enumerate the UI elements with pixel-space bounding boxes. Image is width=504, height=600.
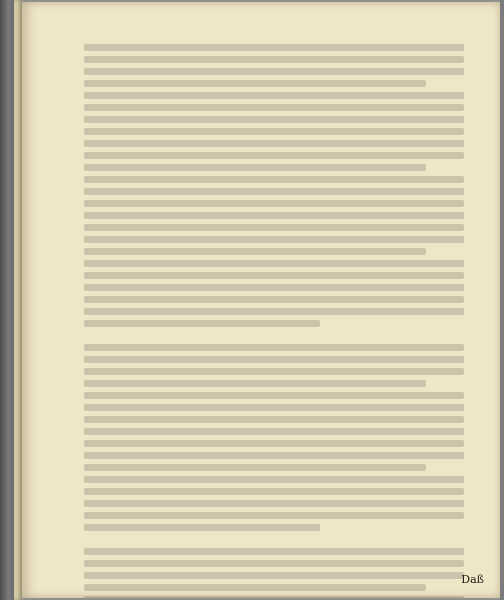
scanner-background-edge (500, 0, 504, 600)
text-line-placeholder (84, 380, 426, 387)
text-line-placeholder (84, 392, 464, 399)
book-cover-edge (0, 0, 14, 600)
facing-page-edge (14, 0, 22, 600)
text-line-placeholder (84, 320, 320, 327)
text-line-placeholder (84, 140, 464, 147)
text-line-placeholder (84, 212, 464, 219)
text-line-placeholder (84, 572, 464, 579)
text-line-placeholder (84, 440, 464, 447)
text-line-placeholder (84, 308, 464, 315)
paragraph (84, 44, 464, 327)
text-line-placeholder (84, 488, 464, 495)
text-line-placeholder (84, 236, 464, 243)
text-line-placeholder (84, 44, 464, 51)
paragraph (84, 548, 464, 598)
text-line-placeholder (84, 248, 426, 255)
text-line-placeholder (84, 524, 320, 531)
text-line-placeholder (84, 464, 426, 471)
text-line-placeholder (84, 176, 464, 183)
text-line-placeholder (84, 92, 464, 99)
paragraph (84, 344, 464, 531)
text-line-placeholder (84, 368, 464, 375)
text-line-placeholder (84, 512, 464, 519)
text-line-placeholder (84, 344, 464, 351)
text-line-placeholder (84, 128, 464, 135)
text-line-placeholder (84, 200, 464, 207)
text-line-placeholder (84, 584, 426, 591)
text-line-placeholder (84, 104, 464, 111)
text-line-placeholder (84, 164, 426, 171)
text-line-placeholder (84, 284, 464, 291)
text-line-placeholder (84, 152, 464, 159)
text-line-placeholder (84, 272, 464, 279)
text-line-placeholder (84, 476, 464, 483)
text-line-placeholder (84, 452, 464, 459)
text-line-placeholder (84, 296, 464, 303)
text-line-placeholder (84, 260, 464, 267)
catchword: Daß (461, 573, 484, 586)
text-line-placeholder (84, 224, 464, 231)
text-line-placeholder (84, 596, 464, 598)
text-line-placeholder (84, 80, 426, 87)
text-line-placeholder (84, 416, 464, 423)
text-line-placeholder (84, 68, 464, 75)
text-line-placeholder (84, 428, 464, 435)
text-line-placeholder (84, 404, 464, 411)
paragraph-gap (84, 536, 464, 548)
text-line-placeholder (84, 116, 464, 123)
book-page (22, 2, 500, 598)
text-line-placeholder (84, 356, 464, 363)
text-line-placeholder (84, 500, 464, 507)
text-line-placeholder (84, 560, 464, 567)
text-line-placeholder (84, 188, 464, 195)
paragraph-gap (84, 332, 464, 344)
text-block (84, 44, 464, 598)
text-line-placeholder (84, 56, 464, 63)
text-line-placeholder (84, 548, 464, 555)
